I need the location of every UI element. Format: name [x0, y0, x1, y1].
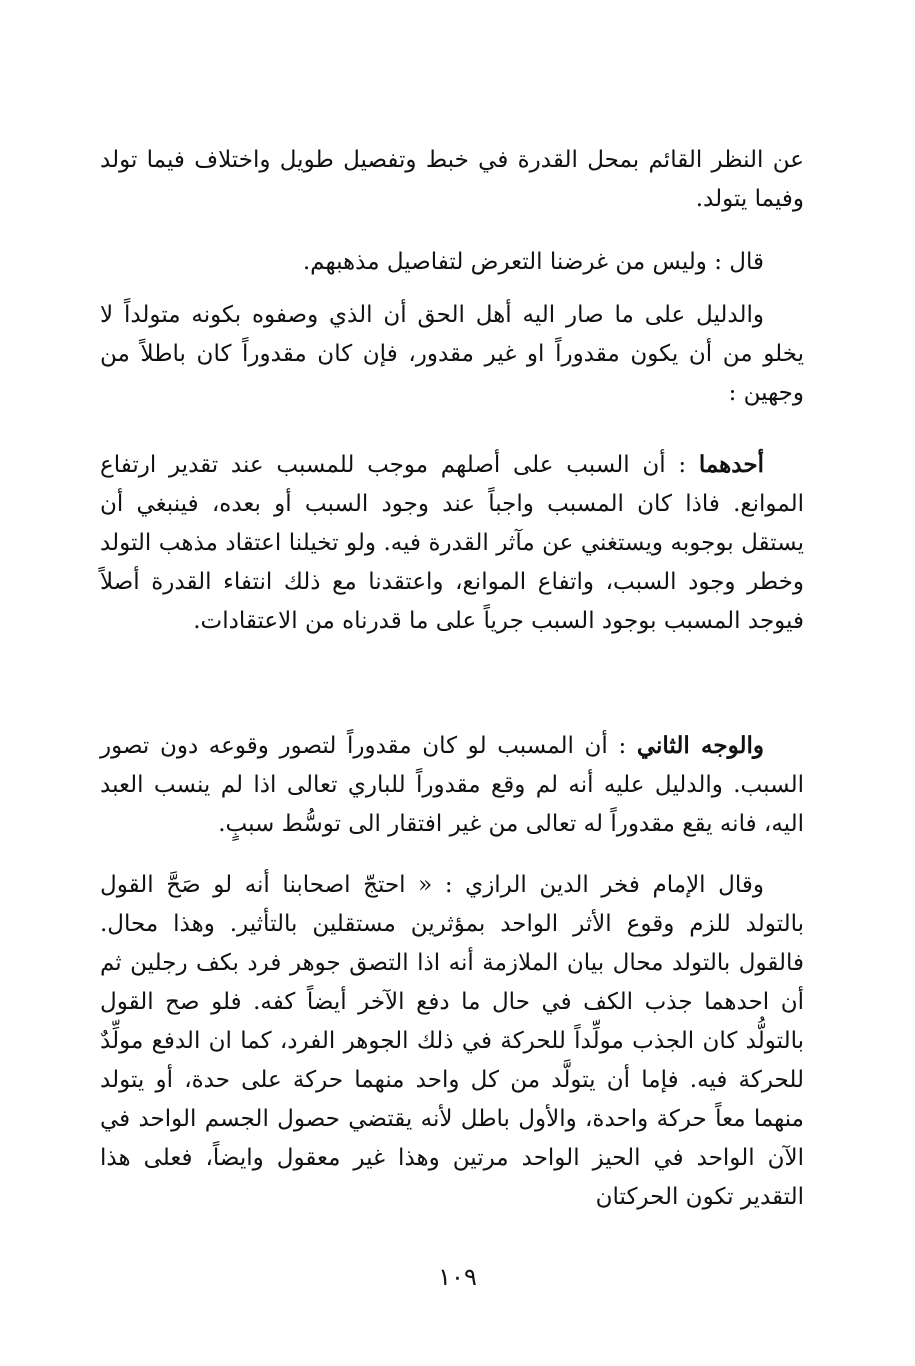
second-reason-text: : أن المسبب لو كان مقدوراً لتصور وقوعه دون تصور السبب. والدليل عليه أنه لم وقع مقدوراً للباري تعالى اذا لم ينسب العبد اليه، فانه يقع مقدوراً له تعالى من غير افتقار الى توسُّط سببٍ.	[100, 733, 804, 837]
paragraph-qala: قال : وليس من غرضنا التعرض لتفاصيل مذهبهم.	[302, 249, 764, 275]
first-reason-text: : أن السبب على أصلهم موجب للمسبب عند تقدير ارتفاع الموانع. فاذا كان المسبب واجباً عند وجود السبب أو بعده، فينبغي أن يستقل بوجوبه ويستغني عن مآثر القدرة فيه. ولو تخيلنا اعتقاد مذهب التولد وخطر وجود السبب، واتفاع الموانع، واعتقدنا مع ذلك انتفاء القدرة أصلاً فيوجد المسبب بوجود السبب جرياً على ما قدرناه من الاعتقادات.	[100, 452, 804, 634]
page-number: ١٠٩	[438, 1263, 477, 1291]
paragraph-razi-quote: وقال الإمام فخر الدين الرازي : « احتجّ اصحابنا أنه لو صَحَّ القول بالتولد للزم وقوع الأثر الواحد بمؤثرين مستقلين بالتأثير. وهذا محال. فالقول بالتولد محال بيان الملازمة أنه اذا التصق جوهر فرد بكف رجلين ثم أن احدهما جذب الكف في حال ما دفع الآخر أيضاً كفه. فلو صح القول بالتولُّد كان الجذب مولِّداً للحركة في ذلك الجوهر الفرد، كما ان الدفع مولِّدٌ للحركة فيه. فإما أن يتولَّد من كل واحد منهما حركة على حدة، أو يتولد منهما معاً حركة واحدة، والأول باطل لأنه يقتضي حصول الجسم الواحد في الآن الواحد في الحيز الواحد مرتين وهذا غير معقول وايضاً، فعلى هذا التقدير تكون الحركتان	[100, 872, 804, 1210]
paragraph-evidence: والدليل على ما صار اليه أهل الحق أن الذي وصفوه بكونه متولداً لا يخلو من أن يكون مقدوراً او غير مقدور، فإن كان مقدوراً كان باطلاً من وجهين :	[100, 302, 804, 406]
first-reason-label: أحدهما	[698, 451, 764, 478]
paragraph-first-reason	[100, 445, 804, 641]
paragraph-second-reason	[100, 726, 804, 844]
second-reason-label: والوجه الثاني	[636, 732, 764, 759]
paragraph-continuation: عن النظر القائم بمحل القدرة في خبط وتفصيل طويل واختلاف فيما تولد وفيما يتولد.	[100, 147, 804, 212]
